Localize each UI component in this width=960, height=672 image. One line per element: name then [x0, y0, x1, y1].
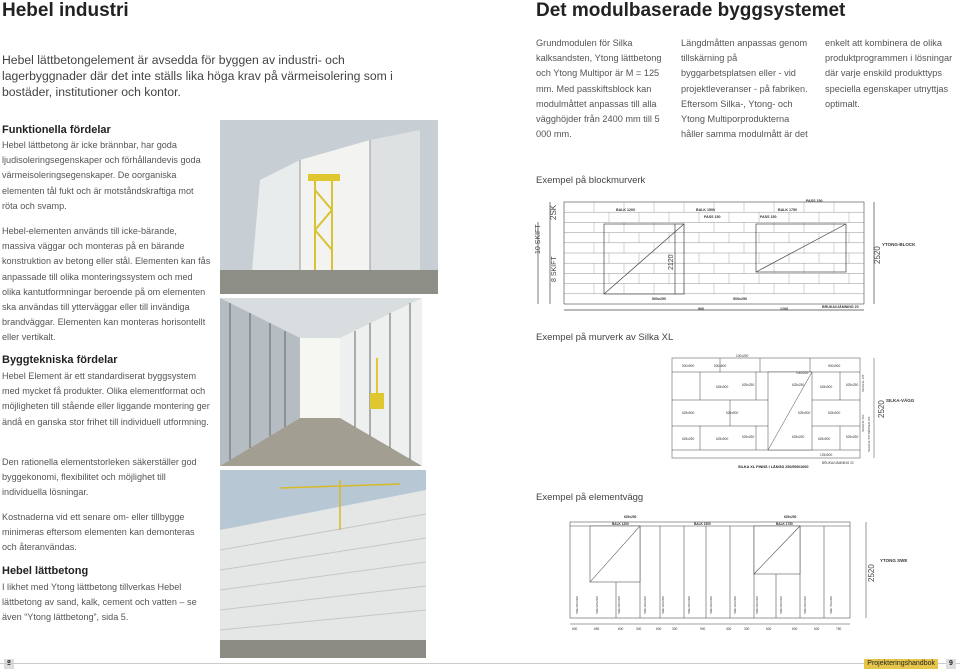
d2-label: BRUKAVJÄMNING 20 [822, 461, 854, 465]
right-col-2: Längdmåtten anpassas genom tillskärning på byggarbetsplatsen eller - vid projektleveranser - på fabriken. Eftersom Silka-, Ytong- och Ytong Multiporprodukterna håller samma modulmått är det [681, 38, 808, 140]
d3-dim-label: 650 [594, 627, 600, 631]
d2-side-label: SILKA-VÄGG [886, 398, 915, 403]
d3-element-label: SWE 600x2520 [780, 595, 783, 614]
d3-dim-label: 600 [618, 627, 624, 631]
right-page-title: Det modulbaserade byggsystemet [536, 0, 846, 21]
d2-vert-label: SILKA XL 125 [861, 374, 865, 392]
example-title-element-wall: Exempel på elementvägg [536, 492, 644, 503]
d3-dim-label: 300 [672, 627, 678, 631]
d3-side-label: YTONG SWE [880, 558, 908, 563]
d1-label: BRUKAVJÄMNING 20 [822, 305, 859, 309]
d2-label: 625x250 [846, 383, 859, 387]
photo-industrial-hall [220, 298, 422, 466]
d3-dim-label: 300 [726, 627, 732, 631]
left-page-title: Hebel industri [2, 0, 129, 21]
d1-label: 1200 [780, 307, 788, 311]
photo-building-crane [220, 470, 426, 658]
d1-skift-c: 2SK [549, 204, 558, 220]
d3-dim-right: 2520 [867, 564, 876, 582]
section-functional-p1: Hebel lättbetong är icke brännbar, har goda ljudisoleringsegenskaper och förhållandevis goda värmeisoleringsegenskaper. De oorganiska elementen tål fukt och är motståndskraftiga mot röta och svamp. [2, 140, 201, 211]
right-col-3: enkelt att kombinera de olika produktprogrammen i lösningar där varje enskild produkttyps speciella egenskaper utnyttjas optimalt. [825, 38, 953, 109]
d2-label: 625x900 [682, 411, 695, 415]
d2-label: 100x250 [796, 371, 809, 375]
d3-dim-label: 900 [700, 627, 706, 631]
d2-label: 625x900 [818, 437, 831, 441]
d3-element-label: SWE 600x2520 [710, 595, 713, 614]
section-title-building: Byggtekniska fördelar [2, 354, 118, 366]
d2-label: 500x900 [828, 364, 841, 368]
page-number-left [4, 659, 14, 669]
footer-label: Projekteringshandbok [864, 659, 938, 669]
d2-dim-right: 2520 [877, 400, 886, 418]
d3-dim-label: 600 [766, 627, 772, 631]
d3-dim-label: 750 [836, 627, 842, 631]
d2-label: 100x250 [736, 354, 749, 358]
example-title-silka-xl: Exempel på murverk av Silka XL [536, 332, 674, 343]
d1-label: PASS 150 [704, 215, 721, 219]
d3-element-label: SWE 600x2520 [804, 595, 807, 614]
d2-label: 625x250 [742, 383, 755, 387]
diagram-block-masonry [530, 194, 930, 324]
d2-label: 625x250 [792, 435, 805, 439]
footer-divider [0, 663, 960, 664]
d2-label: 625x250 [792, 383, 805, 387]
d2-label: 625x250 [682, 437, 695, 441]
page-number-right: 9 [946, 659, 956, 669]
d3-top-label: 625x250 [784, 515, 797, 519]
d3-element-label: SWE 625x2520 [596, 595, 599, 614]
d3-top-label: 625x250 [624, 515, 637, 519]
d2-label: 625x900 [716, 385, 729, 389]
d1-label: BALK 1500 [696, 208, 715, 212]
d1-label: BALK 1200 [616, 208, 635, 212]
d3-element-label: SWE 600x2520 [618, 595, 621, 614]
section-functional-p2: Hebel-elementen används till icke-bärande, massiva väggar och monteras på en bärande konstruktion av betong eller stål. Elementen kan fås anpassade till olika monteringssystem och med olika kantutformningar beroende på om elementen ska användas till ytterväggar eller till invändiga brandväggar. Elementen kan monteras horisontellt eller vertikalt. [2, 226, 211, 343]
d1-label: 500x250 [733, 297, 747, 301]
d3-dim-label: 600 [572, 627, 578, 631]
d1-label: PASS 150 [806, 199, 823, 203]
d3-dim-label: 600 [792, 627, 798, 631]
right-col-1: Grundmodulen för Silka kalksandsten, Ytong lättbetong och Ytong Multipor är M = 125 mm. Med passkiftsblock kan modulmåttet anpassas till alla vägghöjder från 2400 mm till 5 000 mm. [536, 38, 662, 140]
d2-label: 125x500 [820, 453, 833, 457]
section-building-p2: Den rationella elementstorleken säkerställer god byggekonomi, flexibilitet och möjlighet till individuella lösningar. [2, 457, 197, 498]
d3-element-label: SWE 300x2520 [734, 595, 737, 614]
diagram-silka-xl [660, 352, 915, 472]
d3-dim-label: 600 [656, 627, 662, 631]
d1-label: 500x250 [652, 297, 666, 301]
d2-caption: SILKA XL FINNS I LÄNGD 250/500/1000 [738, 465, 809, 469]
section-hebel-p1: I likhet med Ytong lättbetong tillverkas Hebel lättbetong av sand, kalk, cement och vatten – se även “Ytong lättbetong”, sida 5. [2, 582, 197, 623]
d2-label: 625x900 [798, 411, 811, 415]
d3-top-label: BALK 1500 [694, 522, 711, 526]
d1-label: 900 [698, 307, 704, 311]
d2-label: 625x250 [846, 435, 859, 439]
d1-label: PASS 150 [760, 215, 777, 219]
d2-label: 625x250 [742, 435, 755, 439]
d3-top-label: BALK 1750 [776, 522, 793, 526]
d3-element-label: SWE 750x2520 [830, 595, 833, 614]
d1-side-label: YTONG-BLOCK [882, 242, 916, 247]
d3-top-label: BALK 1200 [612, 522, 629, 526]
d1-dim-left: 2120 [668, 254, 675, 270]
d3-dim-label: 600 [814, 627, 820, 631]
d2-vert-label: SILKA XL 500 MASSEN 100 [867, 416, 871, 452]
section-title-hebel: Hebel lättbetong [2, 565, 89, 577]
d1-skift-b: 8 SKIFT [551, 256, 558, 282]
d3-element-label: SWE 300x2520 [662, 595, 665, 614]
d3-dim-label: 300 [744, 627, 750, 631]
photo-construction-scaffold [220, 120, 438, 294]
d3-element-label: SWE 600x2520 [688, 595, 691, 614]
d3-element-label: SWE 600x2520 [576, 595, 579, 614]
section-building-p3: Kostnaderna vid ett senare om- eller tillbygge minimeras eftersom elementen kan demonteras och återanvändas. [2, 512, 195, 553]
d2-label: 500x900 [682, 364, 695, 368]
d1-dim-right: 2520 [873, 246, 882, 264]
section-title-functional: Funktionella fördelar [2, 124, 111, 136]
d3-dim-label: 300 [636, 627, 642, 631]
d2-label: 500x500 [714, 364, 727, 368]
d2-vert-label: SILKA XL 500 [861, 414, 865, 432]
left-intro: Hebel lättbetongelement är avsedda för byggen av industri- och lagerbyggnader där det inte ställs lika höga krav på värmeisolering som i bostäder, institutioner och kontor. [2, 53, 393, 99]
d2-label: 625x900 [820, 385, 833, 389]
d3-element-label: SWE 600x2520 [756, 595, 759, 614]
section-building-p1: Hebel Element är ett standardiserat byggsystem med mycket få produkter. Olika elementformat och möjligheten till stående eller liggande montering ger ändå en ganska stor frihet till individuell utformning. [2, 371, 210, 427]
d2-label: 625x900 [716, 437, 729, 441]
d1-label: BALK 1750 [778, 208, 797, 212]
example-title-block-masonry: Exempel på blockmurverk [536, 175, 646, 186]
d2-label: 625x900 [726, 411, 739, 415]
d2-label: 625x900 [828, 411, 841, 415]
diagram-element-wall [560, 512, 910, 632]
d3-element-label: SWE 300x2520 [644, 595, 647, 614]
d1-skift-a: 10 SKIFT [535, 224, 542, 254]
